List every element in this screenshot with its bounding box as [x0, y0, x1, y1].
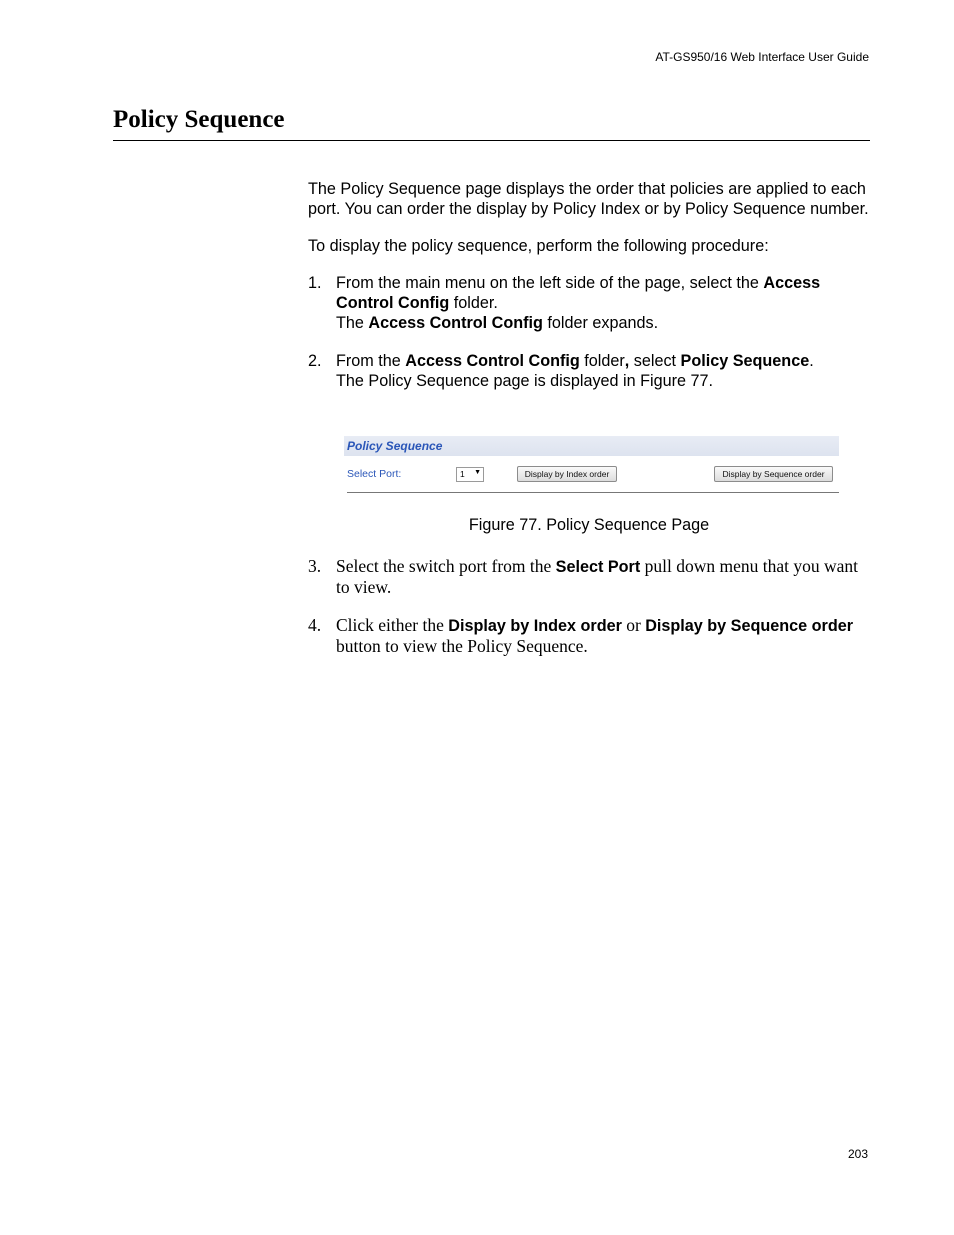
step-text: Click either the Display by Index order or Display by Sequence order button to view the Policy Sequence.	[336, 615, 854, 656]
procedure-intro: To display the policy sequence, perform the following procedure:	[308, 237, 769, 255]
step-2	[308, 351, 870, 391]
step-1	[308, 273, 870, 333]
display-by-sequence-button[interactable]: Display by Sequence order	[714, 466, 833, 482]
step-text: From the Access Control Config folder, select Policy Sequence.	[336, 352, 814, 370]
select-port-value: 1	[460, 469, 465, 479]
step-text: From the main menu on the left side of the page, select the Access Control Config folder.	[336, 274, 821, 312]
step-result: The Access Control Config folder expands.	[336, 314, 659, 332]
title-rule	[113, 140, 870, 141]
page-number: 203	[847, 1147, 868, 1161]
display-by-index-button[interactable]: Display by Index order	[517, 466, 617, 482]
step-text: Select the switch port from the Select Port pull down menu that you want to view.	[336, 556, 859, 597]
body-column	[308, 179, 870, 409]
select-port-label: Select Port:	[347, 468, 402, 480]
section-title: Policy Sequence	[113, 106, 285, 133]
panel-divider	[347, 492, 839, 493]
running-header: AT-GS950/16 Web Interface User Guide	[655, 50, 869, 64]
step-number: 4.	[308, 615, 322, 635]
step-result: The Policy Sequence page is displayed in Figure 77.	[336, 372, 714, 390]
step-number: 1.	[308, 274, 322, 292]
policy-sequence-screenshot	[344, 436, 839, 494]
intro-paragraph: The Policy Sequence page displays the order that policies are applied to each port. You can order the display by Policy Index or by Policy Sequence number.	[308, 180, 869, 218]
figure-caption: Figure 77. Policy Sequence Page	[468, 516, 710, 534]
panel-title: Policy Sequence	[347, 439, 443, 453]
panel-header	[344, 436, 839, 456]
chevron-down-icon: ▼	[474, 469, 481, 476]
step-3	[308, 556, 870, 597]
select-port-dropdown[interactable]	[456, 467, 484, 482]
step-4	[308, 615, 870, 656]
step-number: 2.	[308, 352, 322, 370]
step-number: 3.	[308, 556, 322, 576]
lower-steps	[308, 556, 870, 674]
